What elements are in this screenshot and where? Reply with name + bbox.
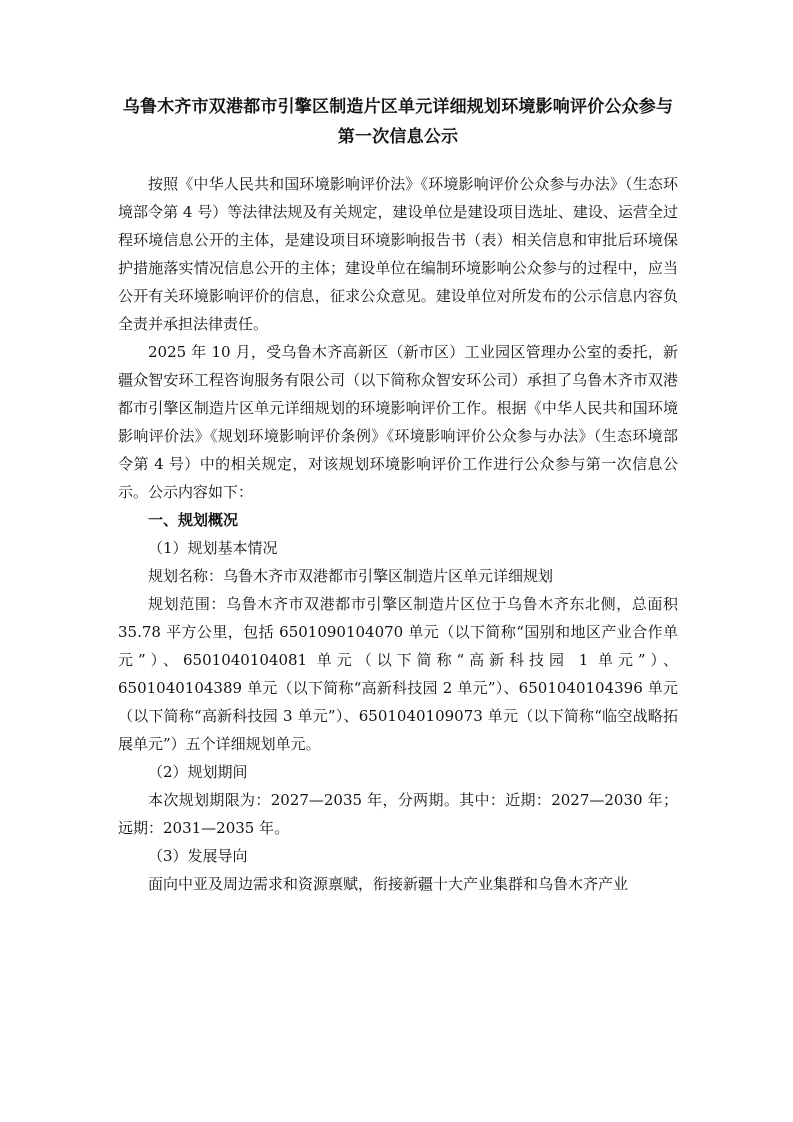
subsection-3-heading: （3）发展导向: [148, 847, 248, 865]
development-direction-paragraph: 面向中亚及周边需求和资源禀赋，衔接新疆十大产业集群和乌鲁木齐产业: [148, 875, 629, 893]
section-1-heading: 一、规划概况: [148, 511, 239, 529]
plan-period-paragraph: 本次规划期限为：2027—2035 年，分两期。其中：近期：2027—2030 年；远期：2031—2035 年。: [118, 791, 678, 837]
document-title: 乌鲁木齐市双港都市引擎区制造片区单元详细规划环境影响评价公众参与第一次信息公示: [122, 97, 674, 147]
subsection-2-heading: （2）规划期间: [148, 763, 248, 781]
intro-paragraph-1: 按照《中华人民共和国环境影响评价法》《环境影响评价公众参与办法》（生态环境部令第 4 号）等法律法规及有关规定，建设单位是建设项目选址、建设、运营全过程环境信息公开的主体，是建设项目环境影响报告书（表）相关信息和审批后环境保护措施落实情况信息公开的主体；建设单位在编制环境影响公众参与的过程中，应当公开有关环境影响评价的信息，征求公众意见。建设单位对所发布的公示信息内容负全责并承担法律责任。: [118, 175, 678, 333]
plan-name-paragraph: 规划名称：乌鲁木齐市双港都市引擎区制造片区单元详细规划: [148, 567, 554, 585]
subsection-1-heading: （1）规划基本情况: [148, 539, 278, 557]
plan-scope-paragraph: 规划范围：乌鲁木齐市双港都市引擎区制造片区位于乌鲁木齐东北侧，总面积 35.78 平方公里，包括 6501090104070 单元（以下简称“国别和地区产业合作单元”）、6501040104081 单元（以下简称“高新科技园 1 单元”）、6501040104389 单元（以下简称“高新科技园 2 单元”）、6501040104396 单元（以下简称“高新科技园 3 单元”）、6501040109073 单元（以下简称“临空战略拓展单元”）五个详细规划单元。: [118, 595, 678, 753]
document-page: [118, 92, 678, 898]
intro-paragraph-2: 2025 年 10 月，受乌鲁木齐高新区（新市区）工业园区管理办公室的委托，新疆众智安环工程咨询服务有限公司（以下简称众智安环公司）承担了乌鲁木齐市双港都市引擎区制造片区单元详细规划的环境影响评价工作。根据《中华人民共和国环境影响评价法》《规划环境影响评价条例》《环境影响评价公众参与办法》（生态环境部令第 4 号）中的相关规定，对该规划环境影响评价工作进行公众参与第一次信息公示。公示内容如下：: [118, 343, 678, 501]
